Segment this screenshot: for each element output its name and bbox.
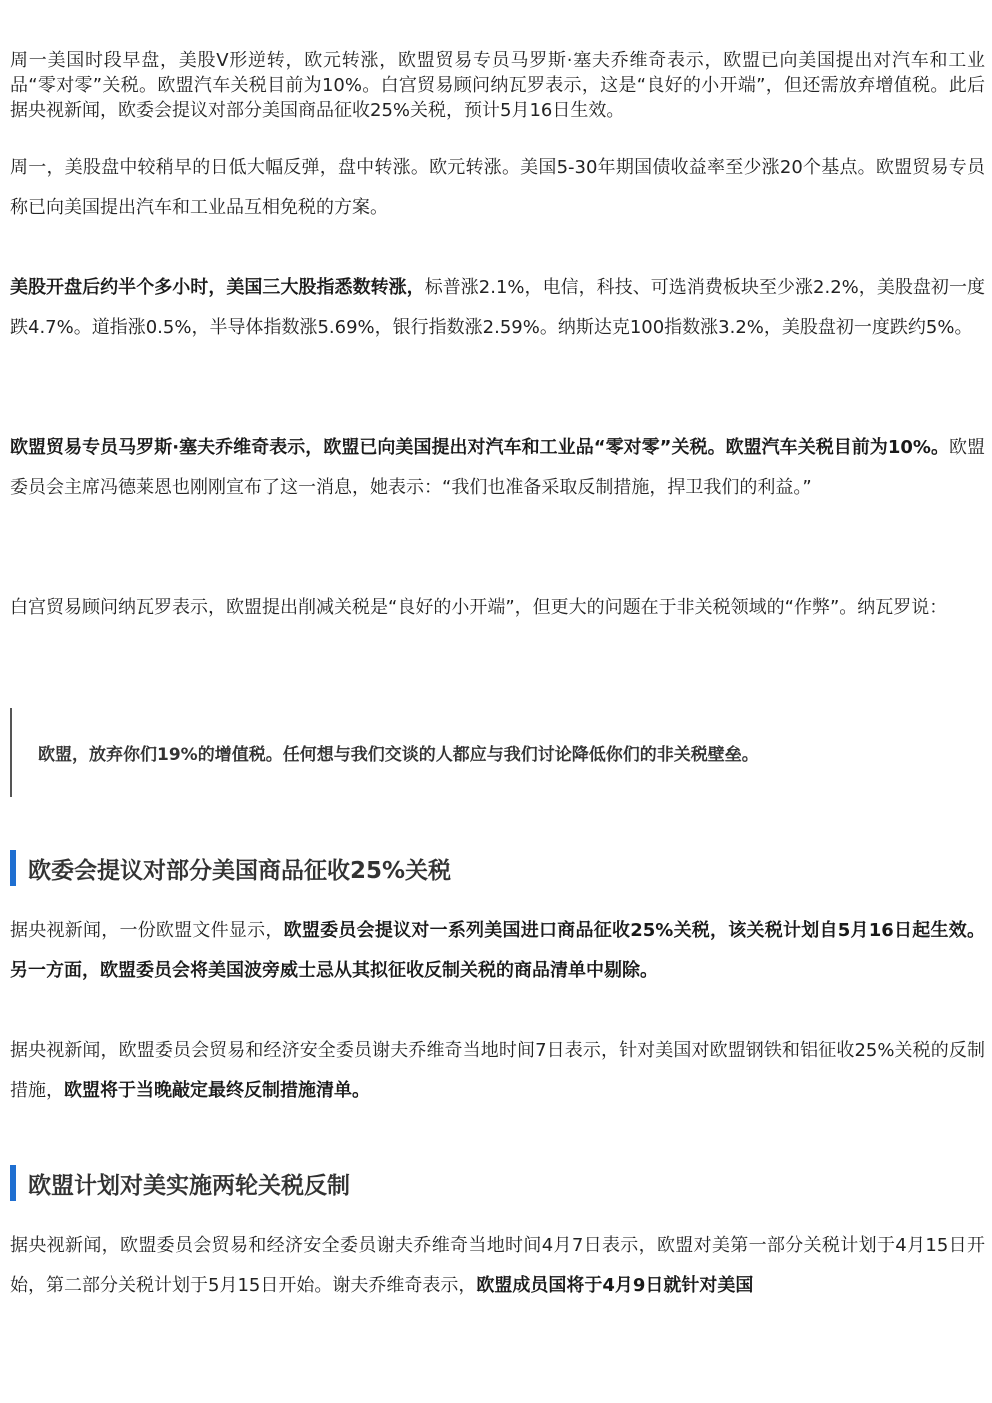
section2-paragraph-1: [10, 1226, 985, 1306]
blockquote: [10, 708, 985, 797]
section1-p1-bold-text: 欧盟委员会提议对一系列美国进口商品征收25%关税，该关税计划自5月16日起生效。另一方面，欧盟委员会将美国波旁威士忌从其拟征收反制关税的商品清单中剔除。: [10, 920, 986, 981]
section-heading-1: [10, 850, 985, 886]
market-bold-text: 美股开盘后约半个多小时，美国三大股指悉数转涨，: [10, 277, 425, 298]
section1-paragraph-1: [10, 911, 985, 991]
market-paragraph: [10, 268, 985, 348]
section1-p2-bold-text: 欧盟将于当晚敲定最终反制措施清单。: [64, 1080, 370, 1101]
section-title-1: 欧委会提议对部分美国商品征收25%关税: [28, 857, 452, 884]
heading-accent-bar: [10, 1165, 16, 1201]
section1-paragraph-2: [10, 1031, 985, 1111]
section2-p1-bold-text: 欧盟成员国将于4月9日就针对美国: [476, 1275, 754, 1296]
section1-p2-text: 据央视新闻，欧盟委员会贸易和经济安全委员谢夫乔维奇当地时间7日表示，针对美国对欧盟钢铁和铝征收25%关税的反制措施，: [10, 1040, 985, 1101]
quote-text: 欧盟，放弃你们19%的增值税。任何想与我们交谈的人都应与我们讨论降低你们的非关税壁垒。: [38, 745, 759, 765]
heading-accent-bar: [10, 850, 16, 886]
market-text: 标普涨2.1%，电信，科技、可选消费板块至少涨2.2%，美股盘初一度跌4.7%。道指涨0.5%，半导体指数涨5.69%，银行指数涨2.59%。纳斯达克100指数涨3.2%，美股盘初一度跌约5%。: [10, 277, 985, 338]
section-heading-2: [10, 1165, 985, 1201]
section-title-2: 欧盟计划对美实施两轮关税反制: [28, 1172, 350, 1199]
section2-p1-text: 据央视新闻，欧盟委员会贸易和经济安全委员谢夫乔维奇当地时间4月7日表示，欧盟对美第一部分关税计划于4月15日开始，第二部分关税计划于5月15日开始。谢夫乔维奇表示，: [10, 1235, 985, 1296]
eu-text: 欧盟委员会主席冯德莱恩也刚刚宣布了这一消息，她表示：“我们也准备采取反制措施，捍卫我们的利益。”: [10, 437, 986, 498]
section1-p1-text: 据央视新闻，一份欧盟文件显示，: [10, 920, 284, 941]
eu-paragraph: [10, 428, 985, 508]
eu-bold-text: 欧盟贸易专员马罗斯·塞夫乔维奇表示，欧盟已向美国提出对汽车和工业品“零对零”关税。欧盟汽车关税目前为10%。: [10, 437, 949, 458]
navarro-paragraph: 白宫贸易顾问纳瓦罗表示，欧盟提出削减关税是“良好的小开端”，但更大的问题在于非关税领域的“作弊”。纳瓦罗说：: [10, 597, 948, 618]
intro-paragraph: 周一美国时段早盘，美股V形逆转，欧元转涨，欧盟贸易专员马罗斯·塞夫乔维奇表示，欧盟已向美国提出对汽车和工业品“零对零”关税。欧盟汽车关税目前为10%。白宫贸易顾问纳瓦罗表示，这是“良好的小开端”，但还需放弃增值税。此后据央视新闻，欧委会提议对部分美国商品征收25%关税，预计5月16日生效。: [10, 50, 985, 121]
summary-paragraph: 周一，美股盘中较稍早的日低大幅反弹，盘中转涨。欧元转涨。美国5-30年期国债收益率至少涨20个基点。欧盟贸易专员称已向美国提出汽车和工业品互相免税的方案。: [10, 157, 985, 218]
